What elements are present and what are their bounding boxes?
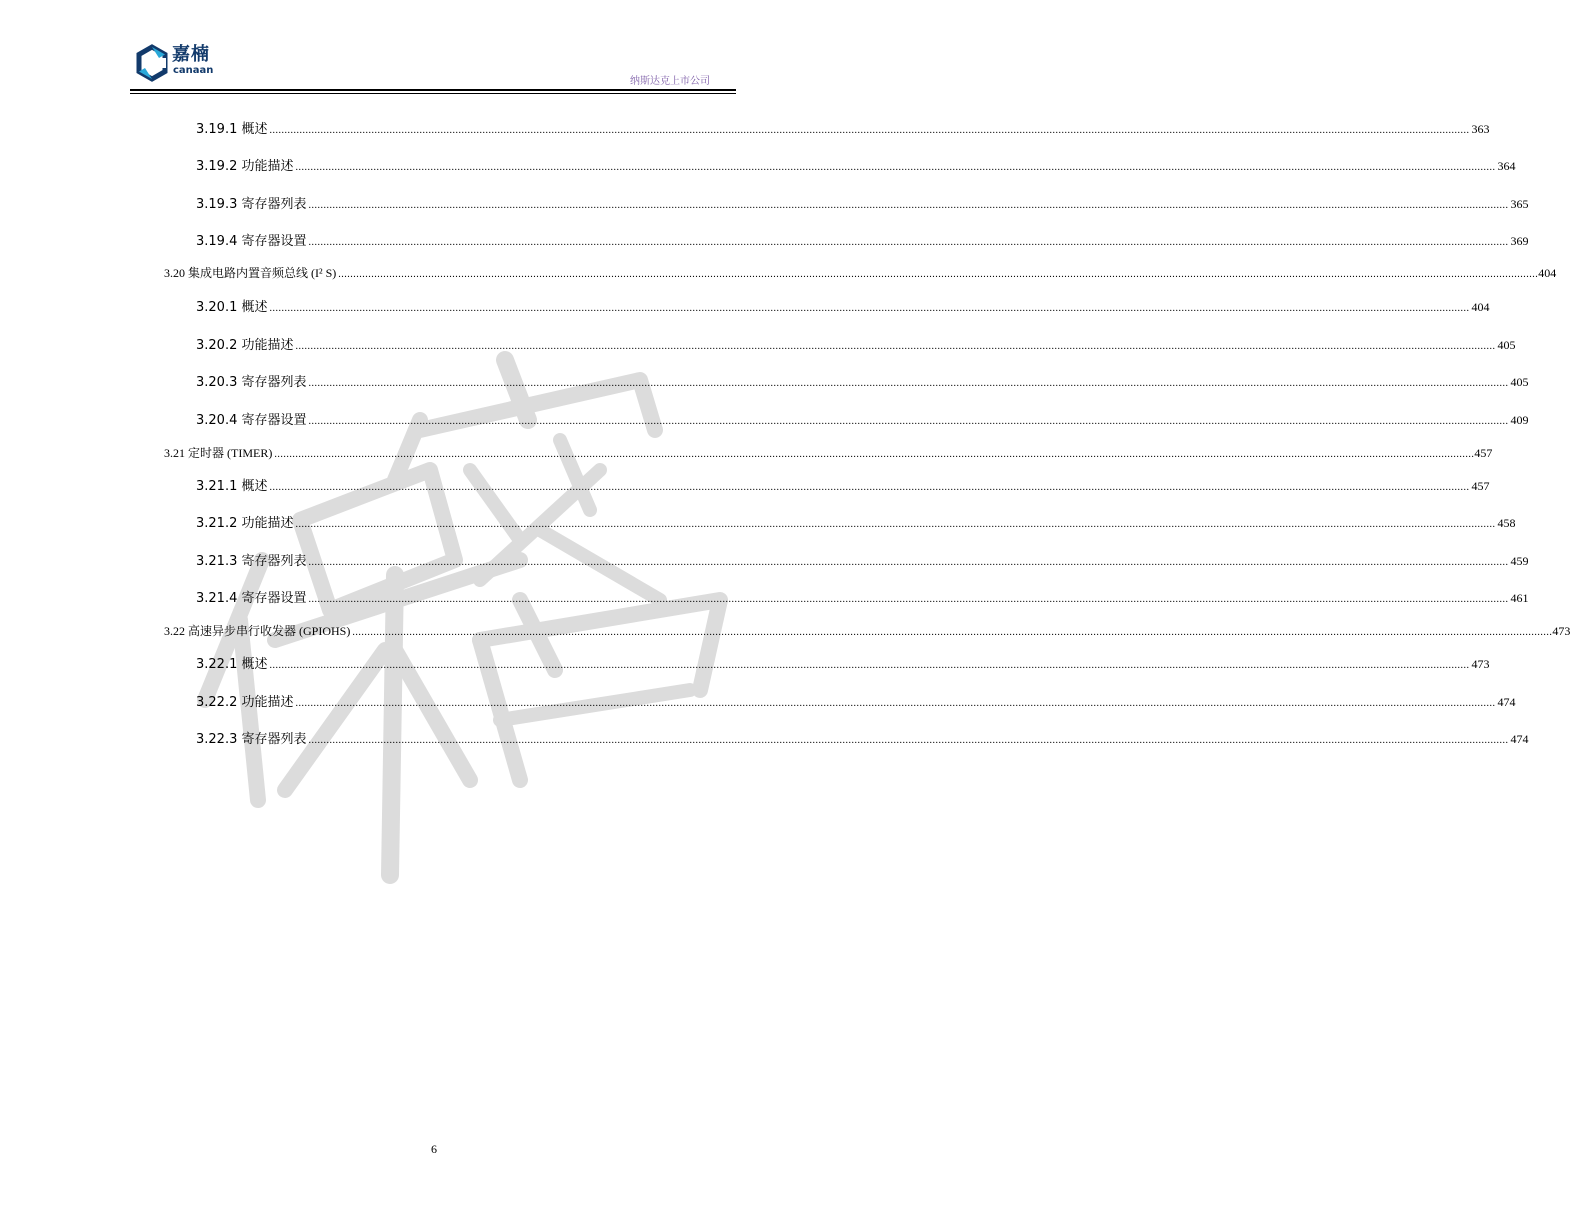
toc-dot-leader: ................................................................................................................................................................................................................................................................................................................................................................................................................ <box>274 449 1475 460</box>
toc-dot-leader: ................................................................................................................................................................................................................................................................................................................................................................................................................ <box>308 378 1509 389</box>
toc-entry-title: 3.19.3 寄存器列表 <box>196 197 307 212</box>
toc-entry-title: 3.22 高速异步串行收发器 (GPIOHS) <box>164 624 351 638</box>
toc-entry[interactable] <box>196 475 1490 494</box>
toc-entry[interactable] <box>196 193 1529 212</box>
toc-entry[interactable] <box>196 691 1516 710</box>
toc-entry-page: 404 <box>1538 266 1557 280</box>
toc-entry[interactable] <box>196 118 1490 137</box>
toc-dot-leader: ................................................................................................................................................................................................................................................................................................................................................................................................................ <box>269 660 1470 671</box>
logo-chinese-name: 嘉楠 <box>172 44 210 65</box>
header-rule-thick <box>130 89 736 91</box>
toc-dot-leader: ................................................................................................................................................................................................................................................................................................................................................................................................................ <box>308 237 1509 248</box>
toc-entry[interactable] <box>196 728 1529 747</box>
toc-entry-title: 3.21 定时器 (TIMER) <box>164 446 273 460</box>
toc-dot-leader: ................................................................................................................................................................................................................................................................................................................................................................................................................ <box>295 698 1496 709</box>
toc-entry[interactable] <box>196 371 1529 390</box>
toc-entry-title: 3.21.3 寄存器列表 <box>196 554 307 569</box>
toc-dot-leader: ................................................................................................................................................................................................................................................................................................................................................................................................................ <box>308 557 1509 568</box>
toc-entry[interactable] <box>196 550 1529 569</box>
toc-entry-page: 363 <box>1471 122 1490 136</box>
toc-entry-page: 461 <box>1510 591 1529 605</box>
toc-entry-title: 3.21.2 功能描述 <box>196 516 294 531</box>
toc-entry[interactable] <box>164 444 1493 461</box>
toc-entry-page: 459 <box>1510 554 1529 568</box>
toc-entry-title: 3.22.1 概述 <box>196 657 268 672</box>
toc-entry[interactable] <box>196 653 1490 672</box>
toc-entry-title: 3.20.1 概述 <box>196 300 268 315</box>
canaan-logo-icon <box>136 46 168 80</box>
toc-entry[interactable] <box>196 155 1516 174</box>
toc-entry-page: 474 <box>1510 732 1529 746</box>
toc-entry-page: 369 <box>1510 234 1529 248</box>
toc-dot-leader: ................................................................................................................................................................................................................................................................................................................................................................................................................ <box>269 125 1470 136</box>
toc-entry-title: 3.22.2 功能描述 <box>196 695 294 710</box>
toc-entry-title: 3.20 集成电路内置音频总线 (I² S) <box>164 266 337 280</box>
toc-dot-leader: ................................................................................................................................................................................................................................................................................................................................................................................................................ <box>338 269 1539 280</box>
toc-entry-title: 3.19.4 寄存器设置 <box>196 234 307 249</box>
toc-entry-page: 457 <box>1474 446 1493 460</box>
toc-entry[interactable] <box>196 334 1516 353</box>
toc-entry-page: 473 <box>1552 624 1570 638</box>
logo-english-name: canaan <box>173 65 214 76</box>
toc-entry-title: 3.20.2 功能描述 <box>196 338 294 353</box>
toc-entry-title: 3.19.2 功能描述 <box>196 159 294 174</box>
toc-entry-page: 458 <box>1497 516 1516 530</box>
toc-dot-leader: ................................................................................................................................................................................................................................................................................................................................................................................................................ <box>269 482 1470 493</box>
toc-entry[interactable] <box>196 512 1516 531</box>
toc-dot-leader: ................................................................................................................................................................................................................................................................................................................................................................................................................ <box>295 519 1496 530</box>
toc-dot-leader: ................................................................................................................................................................................................................................................................................................................................................................................................................ <box>308 416 1509 427</box>
toc-entry-page: 365 <box>1510 197 1529 211</box>
toc-dot-leader: ................................................................................................................................................................................................................................................................................................................................................................................................................ <box>308 200 1509 211</box>
toc-entry-title: 3.20.3 寄存器列表 <box>196 375 307 390</box>
company-logo <box>136 44 216 80</box>
toc-entry-title: 3.21.4 寄存器设置 <box>196 591 307 606</box>
toc-entry-page: 404 <box>1471 300 1490 314</box>
toc-dot-leader: ................................................................................................................................................................................................................................................................................................................................................................................................................ <box>308 594 1509 605</box>
toc-dot-leader: ................................................................................................................................................................................................................................................................................................................................................................................................................ <box>269 303 1470 314</box>
toc-entry[interactable] <box>164 264 1557 281</box>
toc-entry[interactable] <box>196 587 1529 606</box>
header-company-tagline: 纳斯达克上市公司 <box>630 76 710 87</box>
toc-dot-leader: ................................................................................................................................................................................................................................................................................................................................................................................................................ <box>352 627 1553 638</box>
toc-entry-title: 3.20.4 寄存器设置 <box>196 413 307 428</box>
toc-entry-title: 3.22.3 寄存器列表 <box>196 732 307 747</box>
toc-entry[interactable] <box>196 296 1490 315</box>
toc-entry-page: 405 <box>1497 338 1516 352</box>
toc-entry-title: 3.21.1 概述 <box>196 479 268 494</box>
toc-dot-leader: ................................................................................................................................................................................................................................................................................................................................................................................................................ <box>308 735 1509 746</box>
toc-entry[interactable] <box>196 409 1529 428</box>
toc-entry-title: 3.19.1 概述 <box>196 122 268 137</box>
header-rule-thin <box>130 93 736 94</box>
toc-entry-page: 409 <box>1510 413 1529 427</box>
toc-dot-leader: ................................................................................................................................................................................................................................................................................................................................................................................................................ <box>295 162 1496 173</box>
toc-entry[interactable] <box>196 230 1529 249</box>
toc-entry-page: 457 <box>1471 479 1490 493</box>
toc-entry-page: 405 <box>1510 375 1529 389</box>
toc-entry[interactable] <box>164 622 1570 639</box>
toc-entry-page: 364 <box>1497 159 1516 173</box>
toc-dot-leader: ................................................................................................................................................................................................................................................................................................................................................................................................................ <box>295 341 1496 352</box>
page-number: 6 <box>431 1142 437 1156</box>
toc-entry-page: 474 <box>1497 695 1516 709</box>
toc-entry-page: 473 <box>1471 657 1490 671</box>
